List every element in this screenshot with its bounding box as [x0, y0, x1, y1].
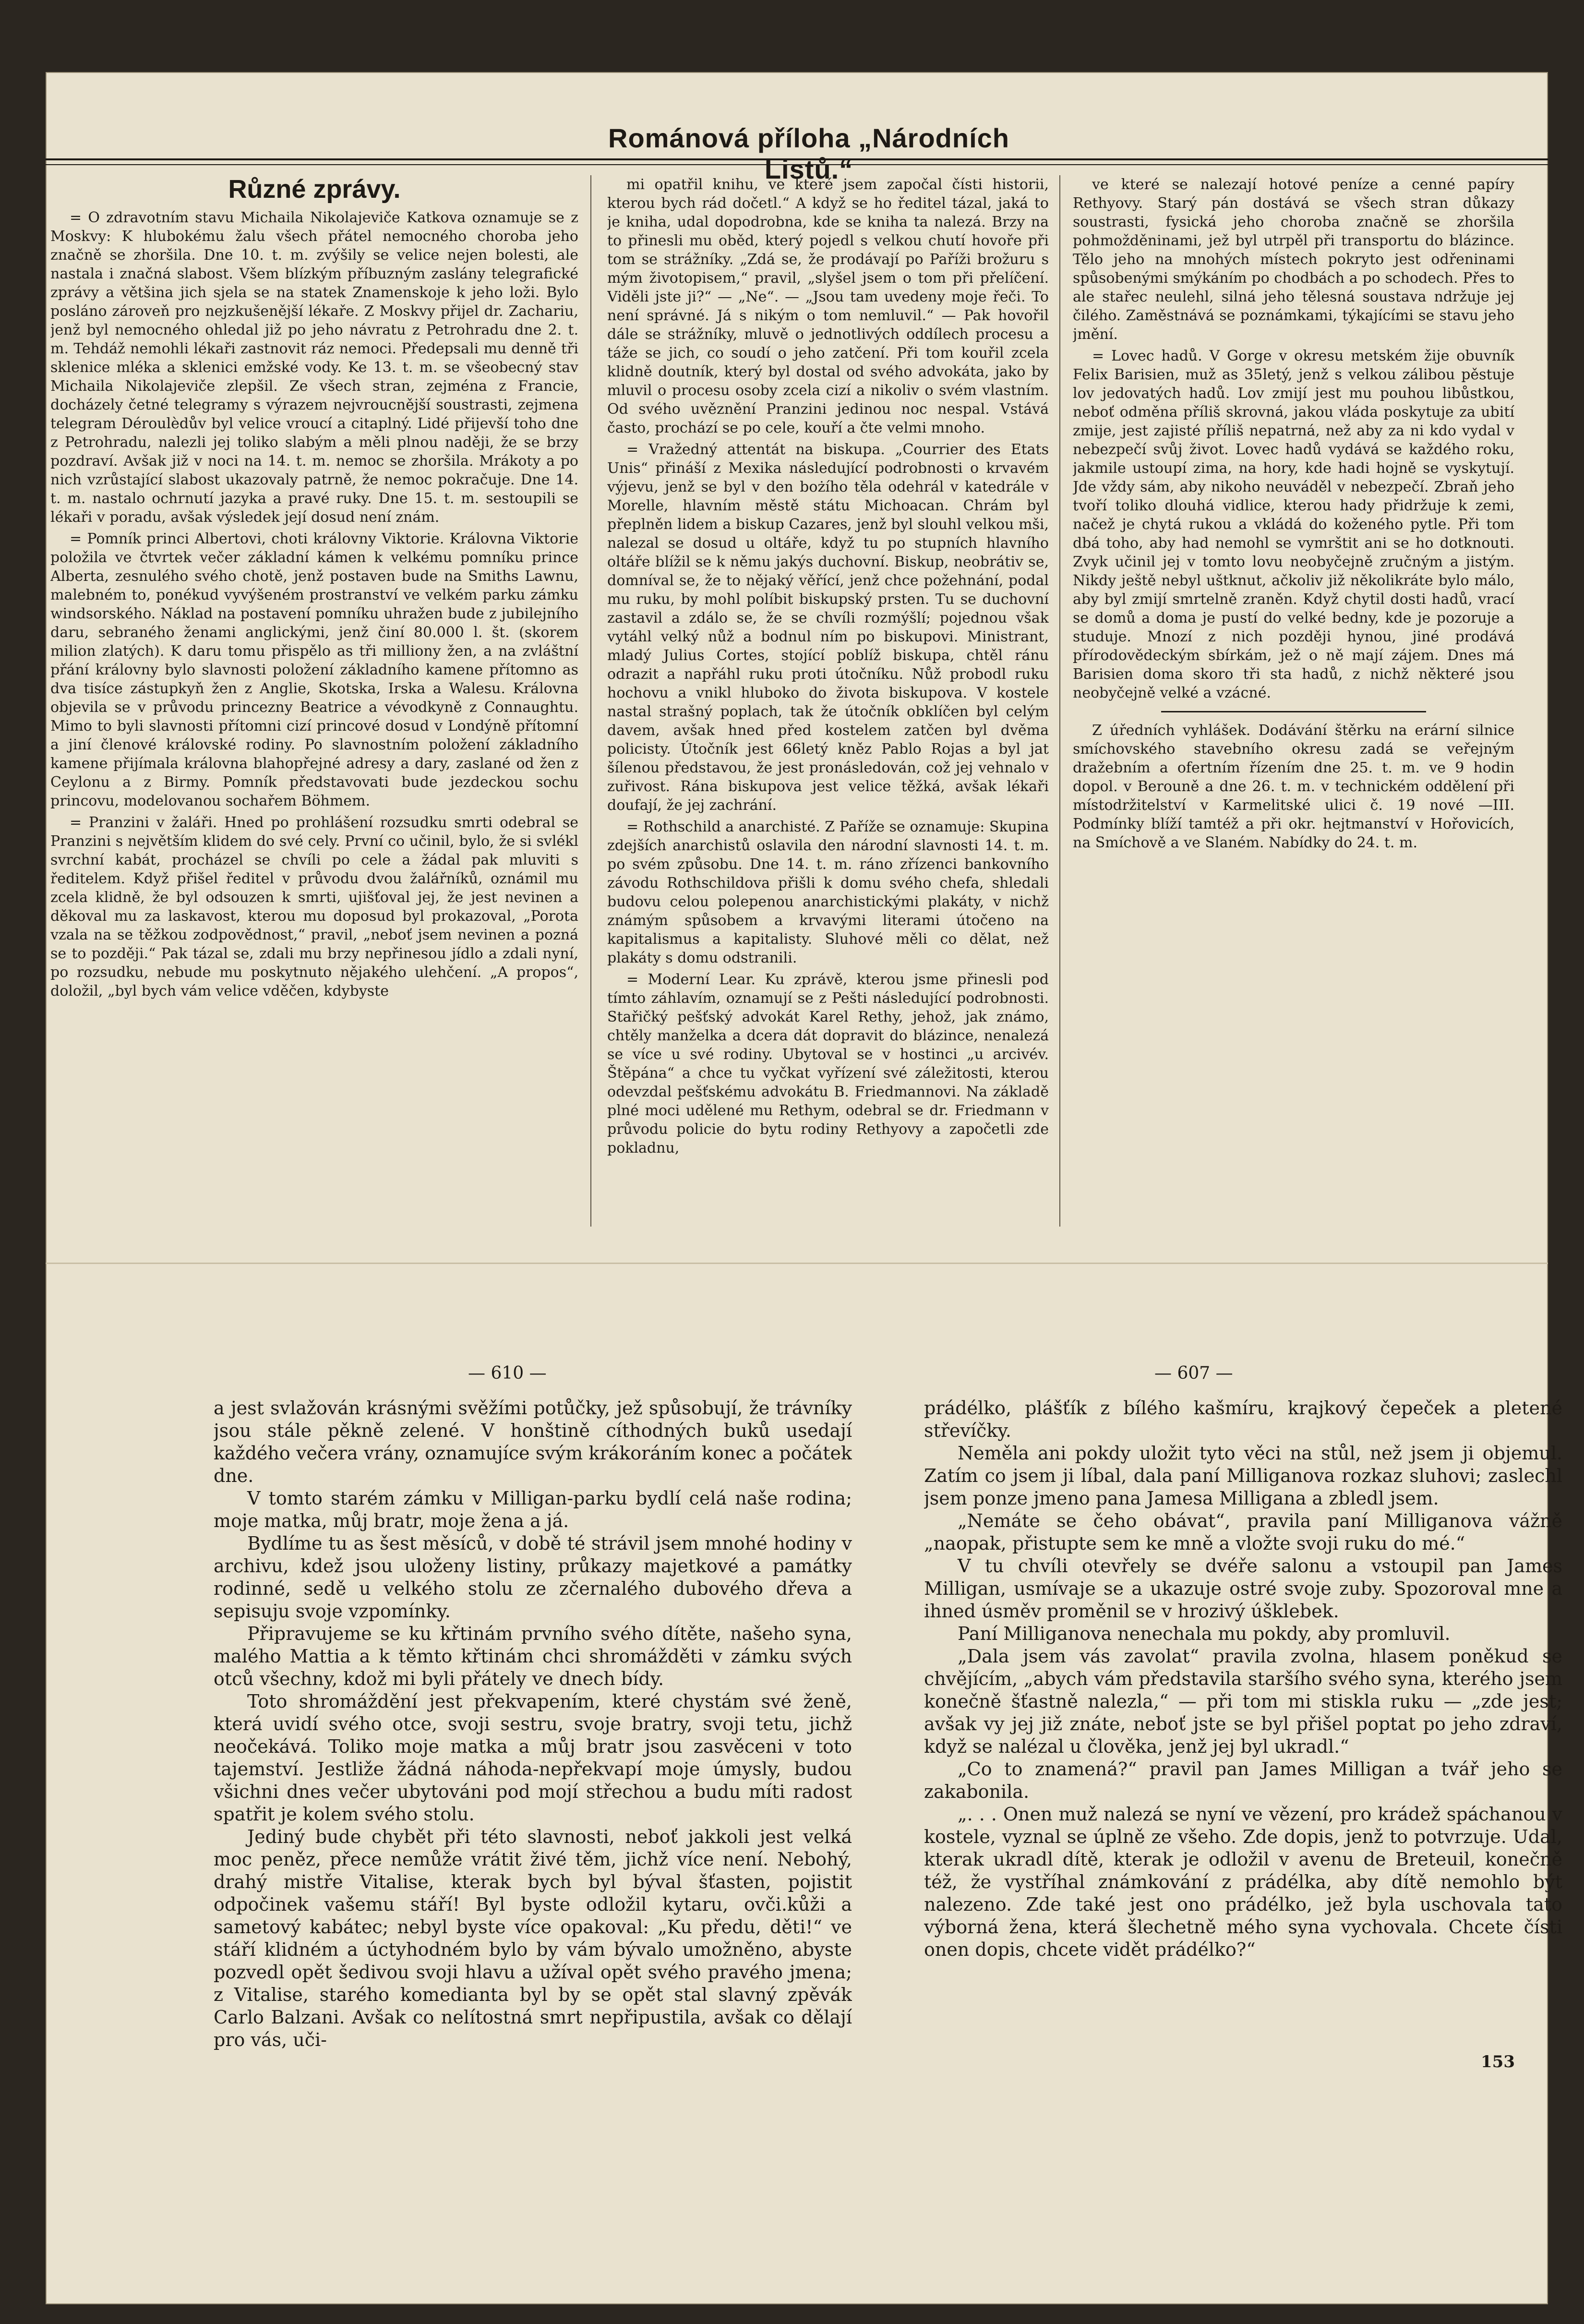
novel-paragraph: Toto shromáždění jest překvapením, které chystám své ženě, která uvidí svého otce, svoji sestru, svoje bratry, svoji tetu, jichž neočekává. Toliko moje matka a můj bratr jsou zasvěceni v toto tajemství. Jestliže žádná náhoda-nepřekvapí moje úmysly, budou všichni dnes večer ubytováni pod mojí střechou a budu míti radost spatřit je kolem svého stolu. — [214, 1691, 852, 1825]
novel-paragraph: „Nemáte se čeho obávat“, pravila paní Milliganova vážně „naopak, přistupte sem ke mně a vložte svoji ruku do mé.“ — [924, 1510, 1562, 1554]
novel-paragraph: V tu chvíli otevřely se dvéře salonu a vstoupil pan James Milligan, usmívaje se a ukazuje ostré svoje zuby. Spozoroval mne a ihned úsměv proměnil se v hrozivý úšklebek. — [924, 1555, 1562, 1622]
section-title: Různé zprávy. — [228, 175, 401, 204]
column-3 — [1073, 175, 1514, 1231]
column-divider — [1059, 175, 1060, 1227]
novel-paragraph: V tomto starém zámku v Milligan-parku bydlí celá naše rodina; moje matka, můj bratr, moje žena a já. — [214, 1488, 852, 1531]
novel-column-right — [924, 1397, 1562, 2059]
novel-paragraph: prádélko, plášťík z bílého kašmíru, krajkový čepeček a pletené střevíčky. — [924, 1397, 1562, 1441]
novel-column-left — [214, 1397, 852, 2059]
page-number-left: — 610 — — [468, 1363, 547, 1383]
folio-number: 153 — [1481, 2052, 1515, 2071]
novel-paragraph: Připravujeme se ku křtinám prvního svého dítěte, našeho syna, malého Mattia a k těmto křtinám chci shromážděti v zámku svých otců všechny, kdož mi byli přátely ve dnech bídy. — [214, 1623, 852, 1689]
novel-paragraph: Paní Milliganova nenechala mu pokdy, aby promluvil. — [958, 1623, 1451, 1644]
column-divider — [590, 175, 591, 1227]
page-number-right: — 607 — — [1154, 1363, 1233, 1383]
novel-paragraph: „Dala jsem vás zavolat“ pravila zvolna, hlasem poněkud se chvějícím, „abych vám představila staršího svého syna, kterého jsem konečně šťastně nalezla,“ — při tom mi stiskla ruku — „zde jest; avšak vy jej již znáte, neboť jste se byl přišel poptat po jeho zdraví, když se nalézal u člověka, jenž jej byl ukradl.“ — [924, 1646, 1562, 1757]
article-rothschild: = Rothschild a anarchisté. Z Paříže se oznamuje: Skupina zdejších anarchistů oslavila den národní slavnosti 14. t. m. po svém způsobu. Dne 14. t. m. ráno zřízenci bankovního závodu Rothschildova přišli k domu svého chefa, shledali budovu celou polepenou anarchistickými plakáty, v nichž známým spůsobem a krvavými literami útočeno na kapitalismus a kapitalisty. Sluhové měli co dělat, než plakáty s domu odstranili. — [607, 819, 1049, 966]
novel-paragraph: „. . . Onen muž nalezá se nyní ve vězení, pro krádež spáchanou v kostele, vyznal se úplně ze všeho. Zde dopis, jenž to potvrzuje. Udal, kterak ukradl dítě, kterak je odložil v avenu de Breteuil, konečně též, že vystříhal známkování z prádélka, aby dítě nemohlo být nalezeno. Zde také jest ono prádélko, jež byla uschovala tato výborná žena, která šlechetně mého syna vychovala. Chcete čísti onen dopis, chcete vidět prádélko?“ — [924, 1804, 1562, 1960]
header-rule — [46, 158, 1548, 165]
article-pranzini-cont: mi opatřil knihu, ve které jsem započal čísti historii, kterou bych rád dočetl.“ A když se ho ředitel tázal, jaká to je kniha, udal dopodrobna, kde se kniha ta nalezá. Brzy na to přinesli mu oběd, který pojedl s velkou chutí hovoře při tom se strážníky. „Zdá se, že prodávají po Paříži brožuru s mým životopisem,“ pravil, „slyšel jsem o tom při přelíčení. Viděli jste ji?“ — „Ne“. — „Jsou tam uvedeny moje řeči. To není správné. Já s nikým o tom nemluvil.“ — Pak hovořil dále se strážníky, mluvě o jednotlivých oddílech procesu a táže se jich, co soudí o jeho zatčení. Při tom kouřil zcela klidně doutník, který byl dostal od svého advokáta, jako by mluvil o procesu osoby zcela cizí a nikoliv o svém vlastním. Od svého uvěznění Pranzini jedinou noc nespal. Vstává často, prochází se po cele, kouří a čte velmi mnoho. — [607, 176, 1049, 436]
novel-paragraph: Bydlíme tu as šest měsíců, v době té strávil jsem mnohé hodiny v archivu, kdež jsou uloženy listiny, průkazy majetkové a památky rodinné, sedě u velkého stolu ze zčernalého dubového dřeva a sepisuju svoje vzpomínky. — [214, 1533, 852, 1622]
article-snake-hunter: = Lovec hadů. V Gorge v okresu metském žije obuvník Felix Barisien, muž as 35letý, jenž s velkou zálibou pěstuje lov jedovatých hadů. Lov zmijí jest mu pouhou libůstkou, neboť odměna příliš skrovná, jakou vláda poskytuje za ubití zmije, jest zajisté příliš nepatrná, než aby za ni kdo vydal v nebezpečí svůj život. Lovec hadů vydává se každého roku, jakmile ustoupí zima, na hory, kde hadi hojně se vyskytují. Jde vždy sám, aby nikoho neuváděl v nebezpečí. Zbraň jeho tvoří toliko dlouhá vidlice, kterou hady přidržuje k zemi, načež je chytá rukou a vkládá do koženého pytle. Při tom dbá toho, aby had nemohl se vymrštit ani se ho dotknouti. Zvyk učinil jej v tomto lovu neobyčejně zručným a jistým. Nikdy ještě nebyl uštknut, ačkoliv již několikráte bylo málo, aby byl zmijí smrtelně zraněn. Když chytil dosti hadů, vrací se domů a doma je pustí do velké bedny, kde je pozoruje a studuje. Mnozí z nich později hynou, jiné prodává přírodovědeckým sbírkám, jež o ně mají zájem. Dnes má Barisien doma skoro tři sta hadů, z nichž některé jsou neobyčejně velké a vzácné. — [1073, 348, 1514, 701]
article-modern-lear: = Moderní Lear. Ku zprávě, kterou jsme přinesli pod tímto záhlavím, oznamují se z Pešti následující podrobnosti. Stařičký pešťský advokát Karel Rethy, jehož, jak známo, chtěly manželka a dcera dát dopravit do blázince, nenalezá se více u své rodiny. Ubytoval se v hostinci „u arcivév. Štěpána“ a chce tu vyčkat vyřízení své záležitosti, kterou odevzdal pešťskému advokátu B. Friedmannovi. Na základě plné moci udělené mu Rethym, odebral se dr. Friedmann v průvodu policie do bytu rodiny Rethyovy a započetli zde pokladnu, — [607, 971, 1049, 1156]
column-1 — [50, 175, 578, 1231]
article-pranzini: = Pranzini v žaláři. Hned po prohlášení rozsudku smrti odebral se Pranzini s největším klidem do své cely. První co učinil, bylo, že si svlékl svrchní kabát, procházel se chvíli po cele a žádal pak mluviti s ředitelem. Když přišel ředitel v průvodu dvou žalářníků, oznámil mu zcela klidně, že byl odsouzen k smrti, ujišťoval jej, že jest nevinen a děkoval mu za laskavost, kterou mu doposud byl prokazoval, „Porota vzala na se těžkou zodpovědnost,“ pravil, „neboť jsem nevinen a pozná se to později.“ Pak tázal se, zdali mu brzy nepřinesou jídlo a zdali nyní, po rozsudku, nebude mu poskytnuto nějakého ulehčení. „A propos“, doložil, „byl bych vám velice vděčen, kdybyste — [50, 814, 578, 999]
article-lear-cont: ve které se nalezají hotové peníze a cenné papíry Rethyovy. Starý pán dostává se všech stran důkazy soustrasti, fysická jeho choroba značně se zhoršila pohmožděninami, jež byl utrpěl při transportu do blázince. Tělo jeho na mnohých místech pokryto jest odřeninami spůsobenými smýkáním po chodbách a po schodech. Přes to ale stařec neulehl, silná jeho tělesná soustava ndržuje jej čilého. Zaměstnává se poznámkami, týkajícími se stavu jeho jmění. — [1073, 176, 1514, 343]
official-notice: Z úředních vyhlášek. Dodávání štěrku na erární silnice smíchovského stavebního okresu zadá se veřejným dražebním a ofertním řízením dne 25. t. m. ve 9 hodin dopol. v Berouně a dne 26. t. m. v technickém oddělení při místodržitelství v Karmelitské ulici č. 19 nové —III. Podmínky blíží tamtéž a při okr. hejtmanství v Hořovicích, na Smíchově a ve Slaném. Nabídky do 24. t. m. — [1073, 722, 1514, 851]
article-albert-monument: = Pomník princi Albertovi, choti královny Viktorie. Královna Viktorie položila ve čtvrtek večer základní kámen k velkému pomníku prince Alberta, zesnulého svého chotě, jenž postaven bude na Smiths Lawnu, malebném to, ponékud vyvýšeném prostranství ve velkém parku zámku windsorského. Náklad na postavení pomníku uhražen bude z jubilejního daru, sebraného ženami anglickými, jenž činí 80.000 l. št. (skorem milion zlatých). K daru tomu přispělo as tři milliony žen, a na zvláštní přání královny bylo slavnosti položení základního kamene přítomno as dva tisíce zástupkyň žen z Anglie, Skotska, Irska a Walesu. Královna objevila se v průvodu princezny Beatrice a vévodkyně z Connaughtu. Mimo to byli slavnosti přítomni cizí princové dosud v Londýně přítomní a jiní členové královské rodiny. Po slavnostním položení základního kamene přijímala královna blahopřejné adresy a dary, zaslané od žen z Ceylonu a z Birmy. Pomník představovati bude jezdeckou sochu princovu, modelovanou sochařem Böhmem. — [50, 530, 578, 809]
newspaper-page — [46, 72, 1562, 2304]
column-2 — [607, 175, 1049, 1231]
notice-rule — [1161, 711, 1426, 712]
novel-paragraph: „Co to znamená?“ pravil pan James Milligan a tvář jeho se zakabonila. — [924, 1758, 1562, 1802]
article-bishop-attack: = Vražedný attentát na biskupa. „Courrier des Etats Unis“ přináší z Mexika následující podrobnosti o krvavém výjevu, jenž se byl v den bożího těla odehrál v katedrále v Morelle, hlavním městě státu Michoacan. Chrám byl přeplněn lidem a biskup Cazares, jenž byl slouhl velkou mši, nalezal se dosud u oltáře, když tu po stupních hlavního oltáře blížil se k němu jakýs duchovní. Biskup, neobrátiv se, domníval se, že to nějaký věřící, jenž chce požehnání, podal mu ruku, by mohl políbit biskupský prsten. Tu se duchovní zastavil a zdálo se, že se chvíli rozmýšlí; pojednou však vytáhl velký nůž a bodnul ním po biskupovi. Ministrant, mladý Julius Cortes, stojící poblíž biskupa, chtěl ránu odrazit a napřáhl ruku proti útočníku. Nůž probodl ruku hochovu a vnikl hluboko do života biskupova. V kostele nastal strašný poplach, tak že útočník obklíčen byl celým davem, avšak hned před kostelem zatčen byl dvěma policisty. Útočník jest 66letý kněz Pablo Rojas a byl jat šílenou představou, že jest pronásledován, což jej vehnalo v zuřivost. Rána biskupova jest velice těžká, avšak lékaři doufají, že jej zachrání. — [607, 441, 1049, 814]
novel-paragraph: Jediný bude chybět při této slavnosti, neboť jakkoli jest velká moc peněz, přece nemůže vrátit živé těm, jichž více není. Nebohý, drahý mistře Vitalise, kterak bych byl býval šťasten, pojistit odpočinek vašemu stáří! Byl byste odložil kytaru, ovči.kůži a sametový kabátec; nebyl byste více opakoval: „Ku předu, děti!“ ve stáří klidném a úctyhodném bylo by vám bývalo umožněno, abyste pozvedl opět šedivou svoji hlavu a užíval opět svého pravého jmena; z Vitalise, starého komedianta byl by se opět stal slavný zpěvák Carlo Balzani. Avšak co nelítostná smrt nepřipustila, avšak co dělají pro vás, uči- — [214, 1826, 852, 2050]
page-fold — [46, 1263, 1548, 1264]
article-katkov: = O zdravotním stavu Michaila Nikolajeviče Katkova oznamuje se z Moskvy: K hlubokému žalu všech přátel nemocného choroba jeho značně se zhoršila. Dne 10. t. m. zvýšily se velice nejen bolesti, ale nastala i značná slabost. Všem blízkým příbuzným zaslány telegrafické zprávy a většina jich sjela se na statek Znamenskoje k jeho loži. Bylo posláno zároveň pro nejzkušenější lékaře. Z Moskvy přijel dr. Zachariu, jenž byl nemocného ohledal již po jeho návratu z Petrohradu dne 2. t. m. Tehdáž nemohli lékaři zastnovit ráz nemoci. Předepsali mu denně tři sklenice mléka a sklenici emžské vody. Ke 13. t. m. se všeobecný stav Michaila Nikolajeviče zlepšil. Ze všech stran, zejména z Francie, docházely četné telegramy s výrazem nejvroucnější soustrasti, zejmena telegram Déroulèdův byl velice vroucí a citaplný. Lidé přijevší toho dne z Petrohradu, nalezli jej toliko slabým a měli plnou naději, že se brzy pozdraví. Avšak již v noci na 14. t. m. nemoc se zhoršila. Mrákoty a po nich vzrůstající slabost ukazovaly patrně, že nemoc pokračuje. Dne 14. t. m. nastalo ochrnutí jazyka a pravé ruky. Dne 15. t. m. sestoupili se lékaři v poradu, avšak výsledek její dosud není znám. — [50, 209, 578, 526]
header-title: Románová příloha „Národních Listů.“ — [608, 123, 1009, 184]
novel-paragraph: Neměla ani pokdy uložit tyto věci na stůl, než jsem ji objemul. Zatím co jsem ji líbal, dala paní Milliganova rozkaz sluhovi; zaslechl jsem ponze jmeno pana Jamesa Milligana a zbledl jsem. — [924, 1443, 1562, 1509]
novel-paragraph: a jest svlažován krásnými svěžími potůčky, jež spůsobují, že trávníky jsou stále pěkně zelené. V honštině cíthodných buků usedají každého večera vrány, oznamujíce svým krákoráním konec a počátek dne. — [214, 1397, 852, 1486]
